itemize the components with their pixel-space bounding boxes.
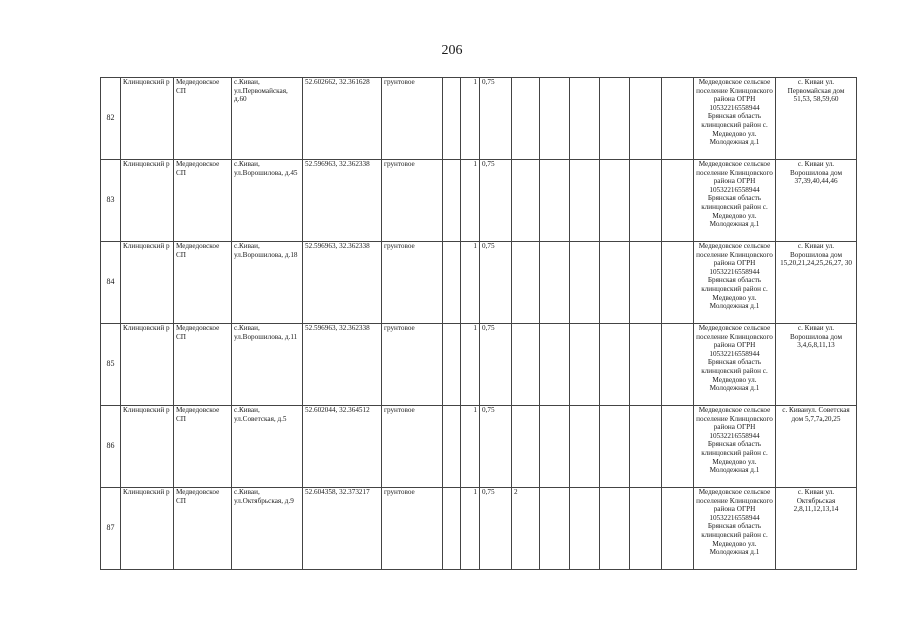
volume-cell: 0,75 xyxy=(480,242,512,324)
empty-cell xyxy=(570,488,600,570)
owner-cell xyxy=(694,324,776,406)
surface-cell: грунтовое xyxy=(382,488,443,570)
empty-cell xyxy=(662,160,694,242)
settlement-cell: Медведовское СП xyxy=(174,406,232,488)
row-number: 84 xyxy=(101,242,121,324)
table-row xyxy=(101,242,857,324)
table-row xyxy=(101,406,857,488)
empty-cell xyxy=(443,324,461,406)
source-text: с. Киваиул. Советская дом 5,7,7а,20,25 xyxy=(782,406,850,423)
empty-cell xyxy=(600,488,630,570)
extra-cell xyxy=(512,78,540,160)
empty-cell xyxy=(600,160,630,242)
owner-text: Медведовское сельское поселение Клинцовского района ОГРН 10532216558944 Брянская область клинцовский район с. Медведово ул. Молодежная д.1 xyxy=(696,488,773,557)
volume-cell: 0,75 xyxy=(480,406,512,488)
coords-cell: 52.602662, 32.361628 xyxy=(303,78,382,160)
extra-cell xyxy=(512,242,540,324)
qty-cell: 1 xyxy=(461,488,480,570)
source-text: с. Киваи ул. Октябрьская 2,8,11,12,13,14 xyxy=(793,488,839,514)
source-cell xyxy=(776,324,857,406)
owner-cell xyxy=(694,406,776,488)
empty-cell xyxy=(570,406,600,488)
extra-cell xyxy=(512,406,540,488)
source-text: с. Киваи ул. Ворошилова дом 37,39,40,44,46 xyxy=(789,160,843,186)
settlement-cell: Медведовское СП xyxy=(174,242,232,324)
registry-table xyxy=(100,77,857,570)
owner-text: Медведовское сельское поселение Клинцовского района ОГРН 10532216558944 Брянская область клинцовский район с. Медведово ул. Молодежная д.1 xyxy=(696,324,773,393)
volume-cell: 0,75 xyxy=(480,160,512,242)
owner-cell xyxy=(694,242,776,324)
empty-cell xyxy=(662,242,694,324)
address-cell: с.Киваи, ул.Ворошилова, д.18 xyxy=(232,242,303,324)
empty-cell xyxy=(662,488,694,570)
empty-cell xyxy=(443,160,461,242)
empty-cell xyxy=(540,160,570,242)
extra-cell xyxy=(512,160,540,242)
surface-cell: грунтовое xyxy=(382,324,443,406)
source-text: с. Киваи ул. Ворошилова дом 3,4,6,8,11,13 xyxy=(789,324,843,350)
district-cell: Клинцовский р xyxy=(121,324,174,406)
page-number: 206 xyxy=(441,43,463,58)
empty-cell xyxy=(600,406,630,488)
empty-cell xyxy=(662,78,694,160)
empty-cell xyxy=(570,324,600,406)
surface-cell: грунтовое xyxy=(382,406,443,488)
settlement-cell: Медведовское СП xyxy=(174,78,232,160)
volume-cell: 0,75 xyxy=(480,78,512,160)
extra-cell xyxy=(512,324,540,406)
empty-cell xyxy=(570,242,600,324)
registry-body xyxy=(101,78,857,570)
table-row xyxy=(101,488,857,570)
source-cell xyxy=(776,78,857,160)
volume-cell: 0,75 xyxy=(480,488,512,570)
extra-cell: 2 xyxy=(512,488,540,570)
empty-cell xyxy=(540,242,570,324)
address-cell: с.Киваи, ул.Ворошилова, д.45 xyxy=(232,160,303,242)
empty-cell xyxy=(443,406,461,488)
empty-cell xyxy=(630,160,662,242)
empty-cell xyxy=(540,324,570,406)
source-cell xyxy=(776,160,857,242)
owner-text: Медведовское сельское поселение Клинцовского района ОГРН 10532216558944 Брянская область клинцовский район с. Медведово ул. Молодежная д.1 xyxy=(696,242,773,311)
qty-cell: 1 xyxy=(461,324,480,406)
empty-cell xyxy=(630,78,662,160)
address-cell: с.Киваи, ул.Ворошилова, д.11 xyxy=(232,324,303,406)
empty-cell xyxy=(540,406,570,488)
district-cell: Клинцовский р xyxy=(121,488,174,570)
source-cell xyxy=(776,406,857,488)
empty-cell xyxy=(443,242,461,324)
source-text: с. Киваи ул. Ворошилова дом 15,20,21,24,25,26,27, 30 xyxy=(780,242,852,268)
empty-cell xyxy=(630,406,662,488)
owner-text: Медведовское сельское поселение Клинцовского района ОГРН 10532216558944 Брянская область клинцовский район с. Медведово ул. Молодежная д.1 xyxy=(696,78,773,147)
qty-cell: 1 xyxy=(461,160,480,242)
empty-cell xyxy=(540,78,570,160)
settlement-cell: Медведовское СП xyxy=(174,160,232,242)
empty-cell xyxy=(570,78,600,160)
row-number: 86 xyxy=(101,406,121,488)
coords-cell: 52.596963, 32.362338 xyxy=(303,160,382,242)
district-cell: Клинцовский р xyxy=(121,242,174,324)
empty-cell xyxy=(662,406,694,488)
address-cell: с.Киваи, ул.Советская, д.5 xyxy=(232,406,303,488)
surface-cell: грунтовое xyxy=(382,78,443,160)
owner-text: Медведовское сельское поселение Клинцовского района ОГРН 10532216558944 Брянская область клинцовский район с. Медведово ул. Молодежная д.1 xyxy=(696,160,773,229)
qty-cell: 1 xyxy=(461,78,480,160)
source-text: с. Киваи ул. Первомайская дом 51,53, 58,59,60 xyxy=(787,78,845,104)
empty-cell xyxy=(540,488,570,570)
owner-cell xyxy=(694,78,776,160)
coords-cell: 52.604358, 32.373217 xyxy=(303,488,382,570)
empty-cell xyxy=(600,78,630,160)
settlement-cell: Медведовское СП xyxy=(174,324,232,406)
empty-cell xyxy=(443,488,461,570)
surface-cell: грунтовое xyxy=(382,160,443,242)
district-cell: Клинцовский р xyxy=(121,160,174,242)
coords-cell: 52.596963, 32.362338 xyxy=(303,242,382,324)
empty-cell xyxy=(662,324,694,406)
source-cell xyxy=(776,242,857,324)
empty-cell xyxy=(600,242,630,324)
address-cell: с.Киваи, ул.Первомайская, д.60 xyxy=(232,78,303,160)
qty-cell: 1 xyxy=(461,406,480,488)
owner-text: Медведовское сельское поселение Клинцовского района ОГРН 10532216558944 Брянская область клинцовский район с. Медведово ул. Молодежная д.1 xyxy=(696,406,773,475)
coords-cell: 52.602044, 32.364512 xyxy=(303,406,382,488)
empty-cell xyxy=(630,324,662,406)
volume-cell: 0,75 xyxy=(480,324,512,406)
table-row xyxy=(101,324,857,406)
coords-cell: 52.596963, 32.362338 xyxy=(303,324,382,406)
empty-cell xyxy=(443,78,461,160)
table-row xyxy=(101,160,857,242)
source-cell xyxy=(776,488,857,570)
address-cell: с.Киваи, ул.Октябрьская, д.9 xyxy=(232,488,303,570)
district-cell: Клинцовский р xyxy=(121,406,174,488)
row-number: 87 xyxy=(101,488,121,570)
owner-cell xyxy=(694,160,776,242)
empty-cell xyxy=(600,324,630,406)
row-number: 82 xyxy=(101,78,121,160)
empty-cell xyxy=(630,242,662,324)
row-number: 83 xyxy=(101,160,121,242)
owner-cell xyxy=(694,488,776,570)
settlement-cell: Медведовское СП xyxy=(174,488,232,570)
empty-cell xyxy=(630,488,662,570)
qty-cell: 1 xyxy=(461,242,480,324)
table-row xyxy=(101,78,857,160)
empty-cell xyxy=(570,160,600,242)
surface-cell: грунтовое xyxy=(382,242,443,324)
district-cell: Клинцовский р xyxy=(121,78,174,160)
row-number: 85 xyxy=(101,324,121,406)
